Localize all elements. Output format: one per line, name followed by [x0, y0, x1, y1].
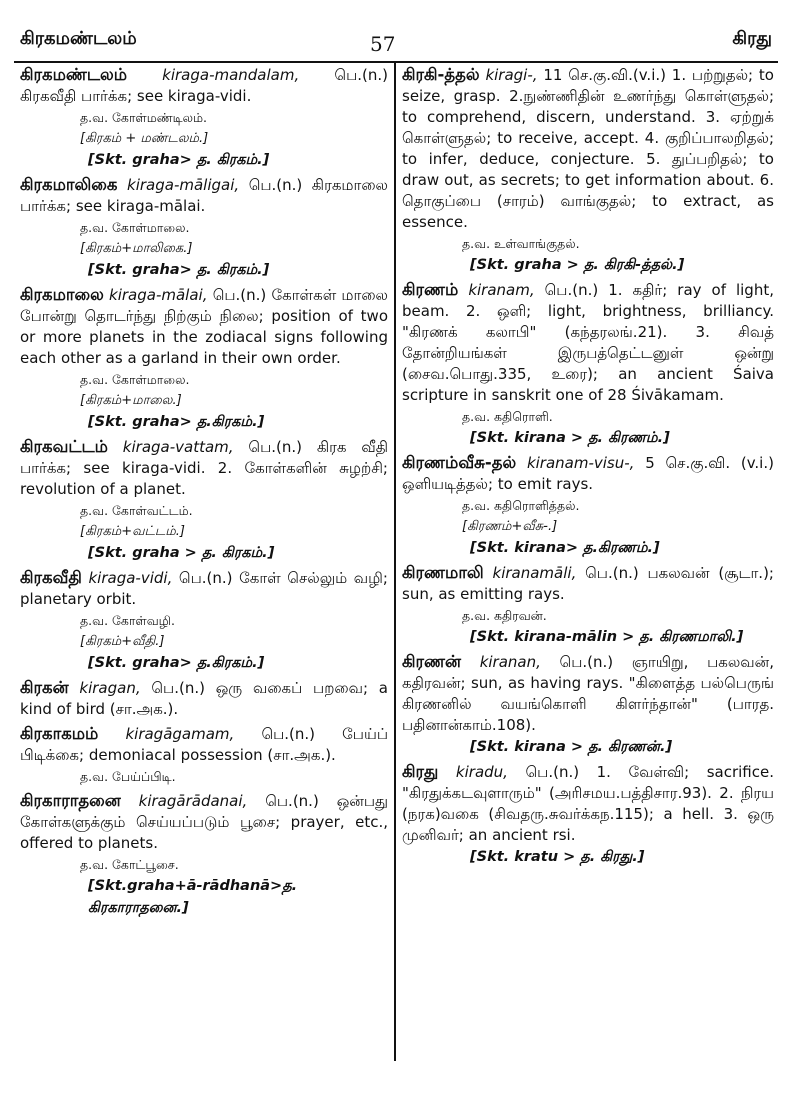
sanskrit-origin: [Skt. graha > த. கிரகி-த்தல்.] — [470, 257, 685, 273]
definition-text: 11 செ.கு.வி.(v.i.) 1. பற்றுதல்; to seize, grasp. 2.நுண்ணிதின் உணர்ந்து கொள்ளுதல்; to comprehend, discern, understand. 3. ஏற்றுக் கொள்ளுதல்; to receive, accept. 4. குறிப்பாலறிதல்; to infer, deduce, conjecture. 5. துப்பறிதல்; to draw out, as secrets; to get information about. 6. தொகுப்பை (சாரம்) வாங்குதல்; to extract, as essence. — [402, 66, 774, 231]
definition-text: பெ.(n.) கிரகவீதி பார்க்க; see kiraga-vidi. — [20, 66, 388, 105]
column-divider — [394, 61, 396, 1061]
etymology-note: த.வ. கதிரொளி. — [462, 409, 553, 424]
headword: கிரணன் — [402, 652, 462, 671]
sanskrit-origin: [Skt. graha> த.கிரகம்.] — [88, 655, 265, 671]
source-note: [கிரகம்+மாலை.] — [80, 393, 182, 408]
left-column — [20, 64, 388, 922]
etymology-note: த.வ. கதிரவன். — [462, 608, 547, 623]
etymology-note: த.வ. கோட்பூசை. — [80, 857, 179, 872]
source-note: [கிரகம் + மண்டலம்.] — [80, 131, 209, 146]
definition-text: பெ.(n.) பகலவன் (சூடா.); sun, as emitting rays. — [402, 564, 774, 603]
sanskrit-origin: [Skt.graha+ā-rādhanā>த. கிரகாராதனை.] — [88, 878, 298, 916]
transliteration: kiragārādanai, — [138, 792, 248, 810]
dictionary-entry — [20, 567, 388, 674]
transliteration: kiraga-vattam, — [122, 438, 234, 456]
etymology-note: த.வ. கோள்மண்டிலம். — [80, 110, 208, 125]
dictionary-entry — [402, 452, 774, 559]
transliteration: kiraga-mandalam, — [162, 66, 300, 84]
definition-text: பெ.(n.) கிரக வீதி பார்க்க; see kiraga-vidi. 2. கோள்களின் சுழற்சி; revolution of a planet. — [20, 438, 388, 498]
header-rule — [14, 61, 778, 63]
etymology-note: த.வ. கோள்மாலை. — [80, 220, 190, 235]
transliteration: kiranamāli, — [492, 564, 577, 582]
transliteration: kiraga-māligai, — [127, 176, 240, 194]
dictionary-entry — [402, 761, 774, 868]
headword: கிரகமாலை — [20, 285, 104, 304]
headword: கிரணம் — [402, 280, 459, 299]
dictionary-entry — [20, 174, 388, 281]
dictionary-entry — [20, 790, 388, 919]
sanskrit-origin: [Skt. kirana> த.கிரணம்.] — [470, 540, 660, 556]
etymology-note: த.வ. பேய்ப்பிடி. — [80, 769, 176, 784]
headword: கிரகாகமம் — [20, 724, 99, 743]
transliteration: kiraga-mālai, — [109, 286, 208, 304]
headword: கிரணமாலி — [402, 563, 484, 582]
dictionary-entry — [20, 436, 388, 564]
transliteration: kiradu, — [455, 763, 508, 781]
definition-text: பெ.(n.) 1. கதிர்; ray of light, beam. 2. ஒளி; light, brightness, brilliancy. "கிரணக் கலாபி" (கந்தரலங்.21). 3. சிவத் தோன்றியங்கள் இருபத்தெட்டனுள் ஒன்று (சைவ.பொது.335, உரை); an ancient Śaiva scripture in sanskrit one of 28 Śivākamam. — [402, 281, 774, 404]
sanskrit-origin: [Skt. kirana > த. கிரணம்.] — [470, 430, 670, 446]
transliteration: kiragi-, — [485, 66, 538, 84]
definition-text: பெ.(n.) பேய்ப் பிடிக்கை; demoniacal possession (சா.அக.). — [20, 725, 388, 764]
sanskrit-origin: [Skt. kratu > த. கிரது.] — [470, 849, 645, 865]
headword: கிரகாராதனை — [20, 791, 121, 810]
sanskrit-origin: [Skt. kirana-mālin > த. கிரணமாலி.] — [470, 629, 744, 645]
source-note: [கிரகம்+மாலிகை.] — [80, 241, 193, 256]
definition-text: 5 செ.கு.வி. (v.i.) ஒளியடித்தல்; to emit rays. — [402, 454, 774, 493]
headword: கிரகி-த்தல் — [402, 65, 480, 84]
source-note: [கிரணம்+வீசு-.] — [462, 519, 558, 534]
sanskrit-origin: [Skt. graha> த. கிரகம்.] — [88, 262, 270, 278]
definition-text: பெ.(n.) 1. வேள்வி; sacrifice. "கிரதுக்கடவுளாரும்" (அரிசமய.பத்திசார.93). 2. நிரய (நரக)வகை (சிவதரு.சுவர்க்கந.115); a hell. 3. ஒரு முனிவர்; an ancient rsi. — [402, 763, 774, 844]
sanskrit-origin: [Skt. graha > த. கிரகம்.] — [88, 545, 275, 561]
sanskrit-origin: [Skt. graha> த. கிரகம்.] — [88, 152, 270, 168]
dictionary-entry — [20, 723, 388, 787]
headword: கிரகமண்டலம் — [20, 65, 127, 84]
definition-text: பெ.(n.) ஒன்பது கோள்களுக்கும் செய்யப்படும் பூசை; prayer, etc., offered to planets. — [20, 792, 388, 852]
dictionary-entry — [402, 64, 774, 276]
dictionary-entry — [20, 64, 388, 171]
headword: கிரகமாலிகை — [20, 175, 118, 194]
etymology-note: த.வ. உள்வாங்குதல். — [462, 236, 580, 251]
dictionary-entry — [20, 284, 388, 433]
transliteration: kiragāgamam, — [125, 725, 235, 743]
dictionary-entry — [402, 651, 774, 758]
dictionary-entry — [402, 279, 774, 449]
source-note: [கிரகம்+வீதி.] — [80, 634, 165, 649]
running-head-left: கிரகமண்டலம் — [20, 28, 137, 49]
etymology-note: த.வ. கதிரொளித்தல். — [462, 498, 580, 513]
headword: கிரகவட்டம் — [20, 437, 108, 456]
headword: கிரகவீதி — [20, 568, 82, 587]
etymology-note: த.வ. கோள்வட்டம். — [80, 503, 193, 518]
running-head-right: கிரது — [732, 28, 772, 49]
transliteration: kiranan, — [479, 653, 541, 671]
transliteration: kiranam, — [468, 281, 535, 299]
sanskrit-origin: [Skt. kirana > த. கிரணன்.] — [470, 739, 673, 755]
headword: கிரகன் — [20, 678, 69, 697]
definition-text: பெ.(n.) கிரகமாலை பார்க்க; see kiraga-mālai. — [20, 176, 388, 215]
definition-text: பெ.(n.) கோள் செல்லும் வழி; planetary orbit. — [20, 569, 388, 608]
dictionary-entry — [20, 677, 388, 720]
page-number: 57 — [370, 32, 396, 56]
definition-text: பெ.(n.) ஒரு வகைப் பறவை; a kind of bird (சா.அக.). — [20, 679, 388, 718]
sanskrit-origin: [Skt. graha> த.கிரகம்.] — [88, 414, 265, 430]
definition-text: பெ.(n.) கோள்கள் மாலை போன்று தொடர்ந்து நிற்கும் நிலை; position of two or more planets in the zodiacal signs following each other as a garland in their own order. — [20, 286, 388, 367]
definition-text: பெ.(n.) ஞாயிறு, பகலவன், கதிரவன்; sun, as having rays. "கிளைத்த பல்பெருங் கிரணனில் வயங்கொளி கிளர்ந்தான்" (பாரத. பதினான்காம்.108). — [402, 653, 774, 734]
etymology-note: த.வ. கோள்மாலை. — [80, 372, 190, 387]
right-column — [402, 64, 774, 871]
headword: கிரது — [402, 762, 439, 781]
headword: கிரணம்வீசு-தல் — [402, 453, 517, 472]
source-note: [கிரகம்+வட்டம்.] — [80, 524, 185, 539]
transliteration: kiraga-vidi, — [88, 569, 173, 587]
transliteration: kiranam-visu-, — [526, 454, 635, 472]
dictionary-entry — [402, 562, 774, 648]
etymology-note: த.வ. கோள்வழி. — [80, 613, 175, 628]
transliteration: kiragan, — [79, 679, 141, 697]
